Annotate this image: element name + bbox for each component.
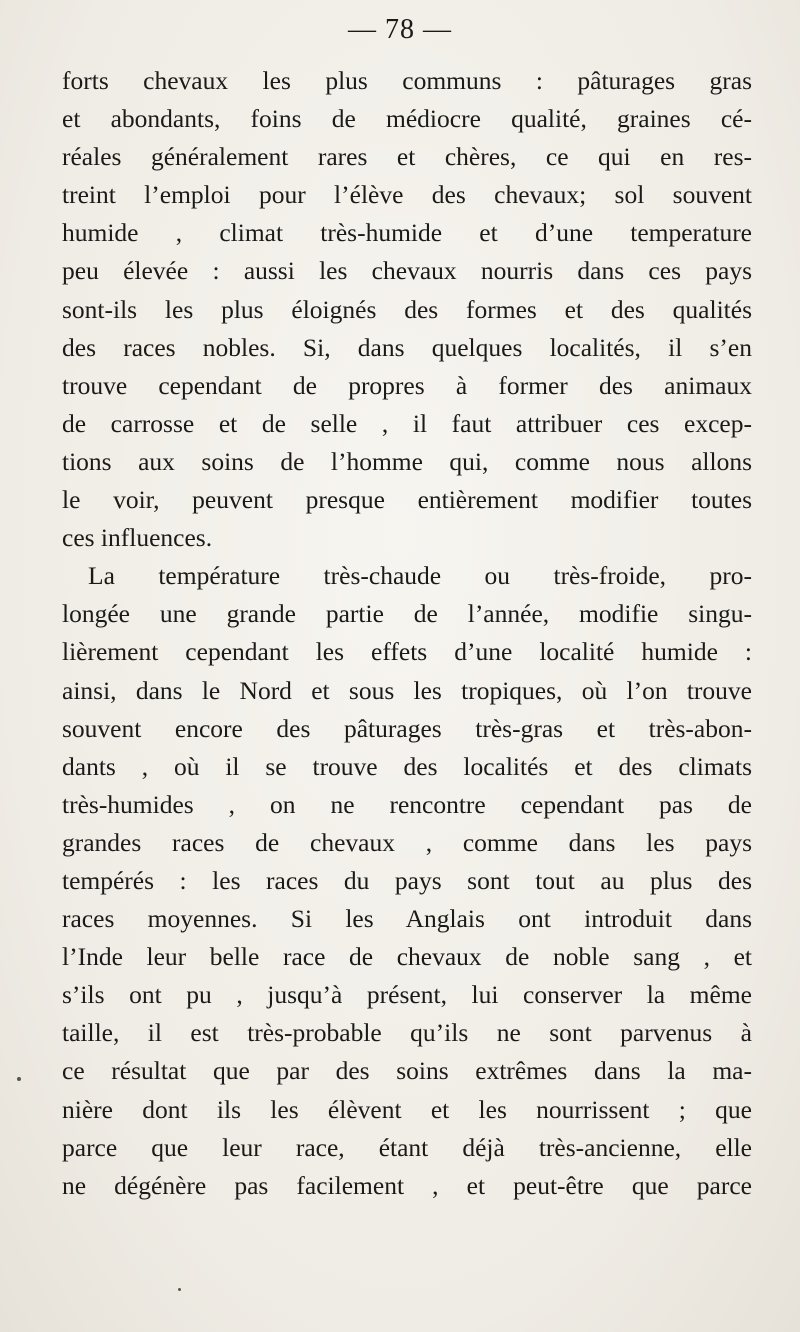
text-line: ce résultat que par des soins extrêmes dans la ma-	[62, 1056, 752, 1086]
text-line: l’Inde leur belle race de chevaux de noble sang , et	[62, 942, 752, 972]
text-line: et abondants, foins de médiocre qualité, graines cé-	[62, 104, 752, 134]
text-line: parce que leur race, étant déjà très-ancienne, elle	[62, 1132, 752, 1162]
print-speck	[178, 1288, 181, 1291]
text-line: très-humides , on ne rencontre cependant pas de	[62, 789, 752, 819]
text-line: de carrosse et de selle , il faut attribuer ces excep-	[62, 408, 752, 438]
text-line: dants , où il se trouve des localités et des climats	[62, 751, 752, 781]
text-line: réales généralement rares et chères, ce qui en res-	[62, 142, 752, 172]
text-line: grandes races de chevaux , comme dans les pays	[62, 827, 752, 857]
text-line: souvent encore des pâturages très-gras et très-abon-	[62, 713, 752, 743]
text-line: ne dégénère pas facilement , et peut-être que parce	[62, 1170, 752, 1200]
text-line: le voir, peuvent presque entièrement modifier toutes	[62, 485, 752, 515]
paragraph	[62, 557, 752, 1205]
text-line: taille, il est très-probable qu’ils ne sont parvenus à	[62, 1018, 752, 1048]
body-text	[62, 62, 752, 1205]
text-line: races moyennes. Si les Anglais ont introduit dans	[62, 904, 752, 934]
text-line: humide , climat très-humide et d’une temperature	[62, 218, 752, 248]
text-line: lièrement cependant les effets d’une localité humide :	[62, 637, 752, 667]
text-line: des races nobles. Si, dans quelques localités, il s’en	[62, 332, 752, 362]
page-number: — 78 —	[348, 14, 452, 45]
text-line: tions aux soins de l’homme qui, comme nous allons	[62, 446, 752, 476]
text-line: La température très-chaude ou très-froide, pro-	[88, 561, 752, 591]
text-line: sont-ils les plus éloignés des formes et des qualités	[62, 294, 752, 324]
text-line: peu élevée : aussi les chevaux nourris dans ces pays	[62, 256, 752, 286]
text-line: ces influences.	[62, 523, 213, 553]
text-line: s’ils ont pu , jusqu’à présent, lui conserver la même	[62, 980, 752, 1010]
text-line: forts chevaux les plus communs : pâturages gras	[62, 66, 752, 95]
print-speck	[17, 1077, 21, 1081]
text-line: ainsi, dans le Nord et sous les tropiques, où l’on trouve	[62, 675, 752, 705]
text-line: longée une grande partie de l’année, modifie singu-	[62, 599, 752, 629]
paragraph	[62, 62, 752, 557]
text-line: nière dont ils les élèvent et les nourrissent ; que	[62, 1094, 752, 1124]
text-line: tempérés : les races du pays sont tout au plus des	[62, 865, 752, 895]
text-line: treint l’emploi pour l’élève des chevaux; sol souvent	[62, 180, 752, 210]
text-line: trouve cependant de propres à former des animaux	[62, 370, 752, 400]
